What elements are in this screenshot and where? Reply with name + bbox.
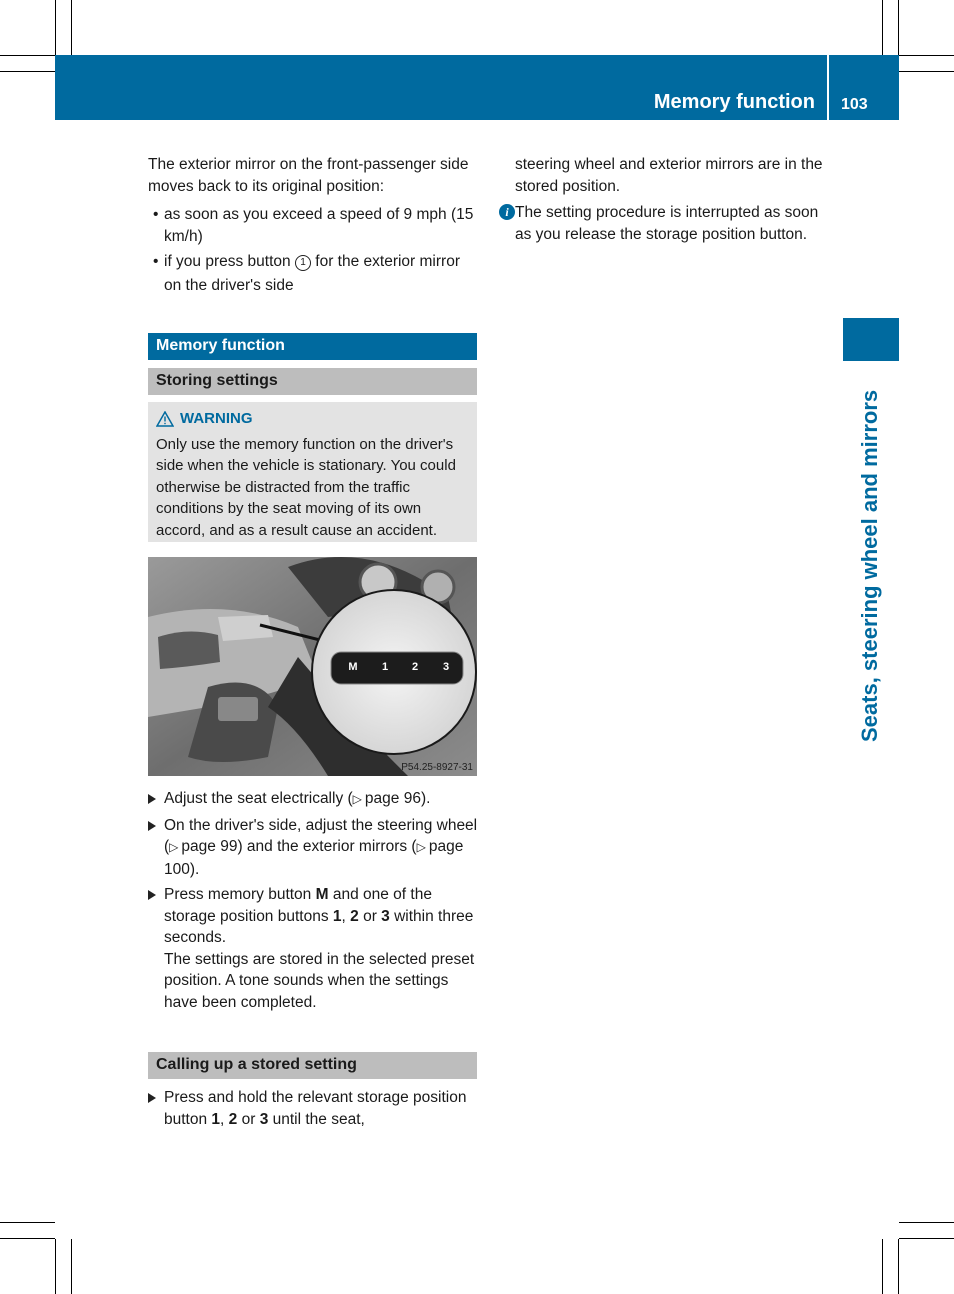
step-text: ).	[189, 860, 200, 878]
bullet-text: if you press button	[164, 253, 295, 270]
step-arrow-icon	[148, 1093, 156, 1103]
step-text: Press and hold the relevant storage position button	[164, 1089, 467, 1128]
warning-title: WARNING	[180, 410, 253, 427]
subsection-heading: Storing settings	[148, 368, 477, 395]
steps-block	[148, 788, 480, 1013]
memory-buttons-figure	[148, 557, 477, 776]
call-step-block	[148, 1087, 478, 1130]
figure-code: P54.25-8927-31	[401, 762, 473, 773]
bullet-text: as soon as you exceed a speed of 9 mph (15 km/h)	[164, 206, 474, 245]
chapter-title: Seats, steering wheel and mirrors	[857, 389, 882, 742]
list-item	[148, 204, 478, 247]
header-separator	[827, 55, 829, 120]
warning-triangle-icon	[156, 411, 174, 427]
bullet-text: for the exterior mirror on the driver's side	[164, 253, 460, 294]
step-text: ,	[220, 1110, 229, 1128]
button-label: 1	[211, 1110, 221, 1128]
step-item	[148, 884, 480, 1013]
crop-mark	[0, 55, 55, 56]
warning-title-row	[156, 408, 469, 430]
crop-mark	[882, 0, 883, 55]
button-number-icon: 1	[295, 255, 311, 271]
list-item	[148, 250, 478, 298]
chapter-tab	[843, 318, 899, 361]
step-text: or	[358, 907, 382, 925]
button-label: 2	[228, 1110, 238, 1128]
button-label: 3	[381, 907, 390, 925]
info-note	[505, 202, 827, 245]
step-item	[148, 788, 480, 811]
crop-mark	[899, 1222, 954, 1223]
header-bar	[55, 55, 899, 120]
info-icon: i	[499, 204, 515, 220]
memory-button-3: 3	[442, 661, 450, 673]
step-text: ) and the exterior mirrors (	[237, 838, 417, 855]
info-text: The setting procedure is interrupted as soon as you release the storage position button.	[515, 204, 819, 243]
page-ref-icon: ▷	[169, 840, 179, 854]
button-label: M	[315, 886, 329, 903]
intro-block	[148, 154, 478, 298]
step-text: Press memory button	[164, 886, 316, 903]
step-item	[148, 1087, 478, 1130]
button-label: 2	[350, 907, 359, 925]
step-text: within three seconds.	[164, 907, 474, 946]
step-item	[148, 815, 480, 881]
crop-mark	[0, 1238, 55, 1239]
button-label: 1	[332, 907, 342, 925]
page-ref: page 99	[181, 838, 238, 855]
page-number: 103	[841, 96, 868, 113]
door-panel-photo	[148, 557, 477, 776]
section-heading: Memory function	[148, 333, 477, 360]
step-text: Adjust the seat electrically (	[164, 790, 353, 807]
step-text: ,	[341, 907, 351, 925]
warning-box	[148, 402, 477, 542]
step-text: or	[237, 1110, 260, 1128]
bullet-icon: •	[153, 206, 159, 223]
page-ref-icon: ▷	[416, 840, 426, 854]
crop-mark	[71, 1239, 72, 1294]
page-ref: page 96	[364, 790, 421, 807]
crop-mark	[899, 71, 954, 72]
crop-mark	[898, 0, 899, 55]
step-text: and one of the storage position buttons	[164, 886, 432, 925]
step-text: On the driver's side, adjust the steering wheel (	[164, 816, 478, 855]
bullet-icon: •	[153, 253, 159, 270]
memory-button-1: 1	[381, 661, 389, 673]
crop-mark	[71, 0, 72, 55]
page-ref-icon: ▷	[352, 792, 362, 806]
memory-button-m: M	[348, 661, 358, 673]
button-label: 3	[259, 1110, 269, 1128]
page-ref: page 100	[164, 838, 464, 878]
continued-text: steering wheel and exterior mirrors are in the stored position.	[515, 156, 823, 195]
subsection-heading: Calling up a stored setting	[148, 1052, 477, 1079]
crop-mark	[899, 1238, 954, 1239]
step-text: ).	[420, 790, 431, 807]
step-arrow-icon	[148, 890, 156, 900]
intro-text: The exterior mirror on the front-passenger side moves back to its original position:	[148, 156, 469, 195]
step-text: until the seat,	[268, 1110, 365, 1128]
crop-mark	[55, 0, 56, 55]
header-title: Memory function	[653, 91, 815, 113]
right-column	[505, 154, 827, 245]
step-arrow-icon	[148, 821, 156, 831]
memory-button-2: 2	[411, 661, 419, 673]
crop-mark	[55, 1239, 56, 1294]
crop-mark	[882, 1239, 883, 1294]
crop-mark	[0, 71, 55, 72]
step-result: The settings are stored in the selected preset position. A tone sounds when the settings have been completed.	[164, 950, 475, 1011]
crop-mark	[0, 1222, 55, 1223]
crop-mark	[899, 55, 954, 56]
crop-mark	[898, 1239, 899, 1294]
warning-text: Only use the memory function on the driver's side when the vehicle is stationary. You could otherwise be distracted from the traffic conditions by the seat moving of its own accord, and as a result cause an accident.	[156, 435, 456, 539]
step-arrow-icon	[148, 794, 156, 804]
